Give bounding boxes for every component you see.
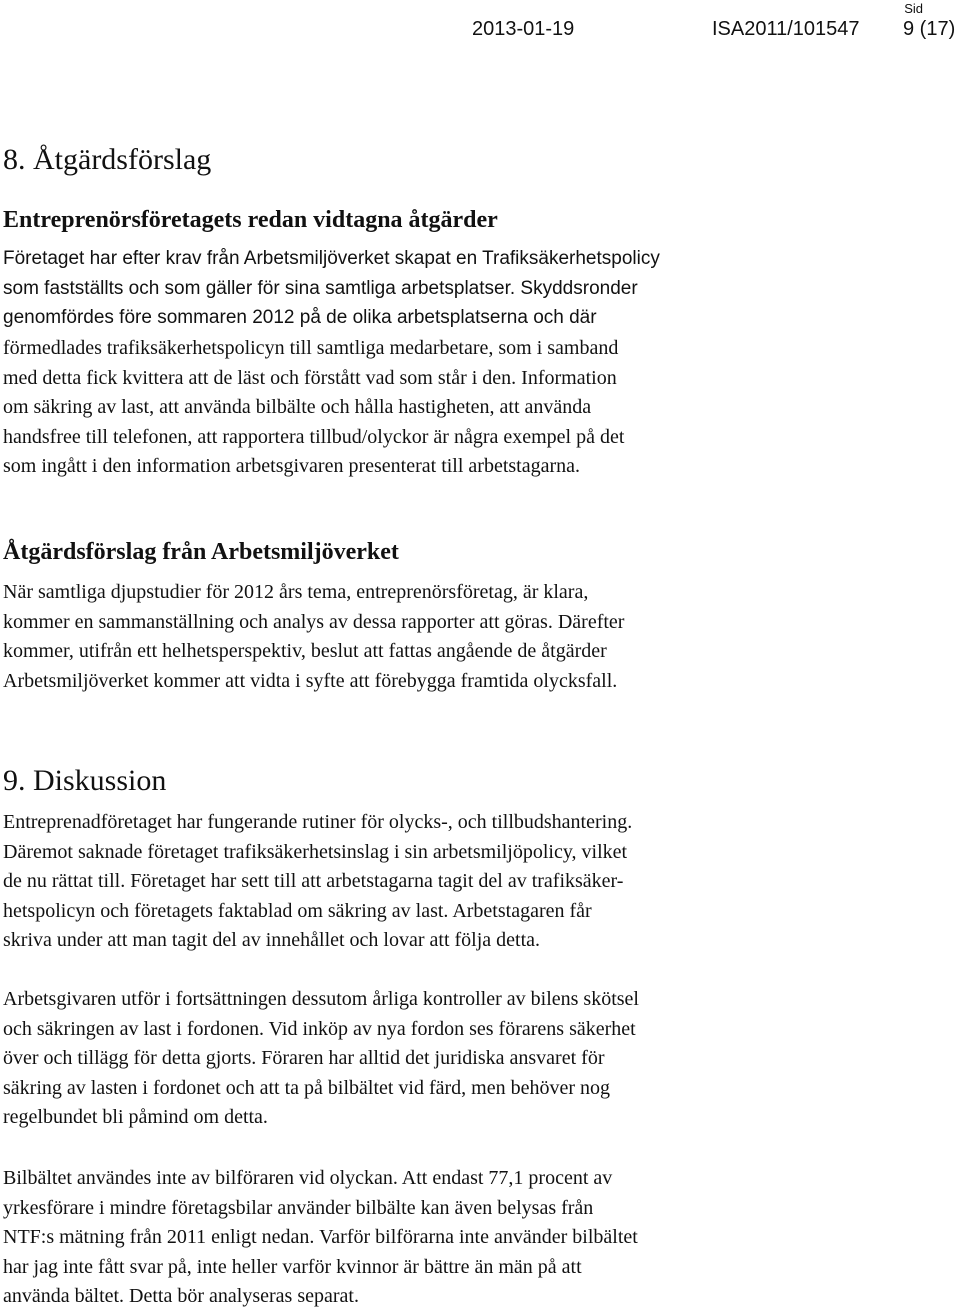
text-line: med detta fick kvittera att de läst och förstått vad som står i den. Information [3,366,617,389]
text-line: som fastställts och som gäller för sina samtliga arbetsplatser. Skyddsronder [3,277,638,299]
text-line: När samtliga djupstudier för 2012 års tema, entreprenörsföretag, är klara, [3,581,589,603]
text-line: Entreprenadföretaget har fungerande rutiner för olycks-, och tillbudshantering. [3,811,633,833]
text-line: säkring av lasten i fordonet och att ta på bilbältet vid färd, men behöver nog [3,1076,611,1099]
paragraph-discussion-2 [3,985,953,1133]
text-line: kommer en sammanställning och analys av dessa rapporter att göras. Därefter [3,610,625,633]
text-line: över och tillägg för detta gjorts. Föraren har alltid det juridiska ansvaret för [3,1047,605,1070]
text-line: skriva under att man tagit del av innehållet och lovar att följa detta. [3,929,541,952]
document-date: 2013-01-19 [472,18,575,40]
text-line: Däremot saknade företaget trafiksäkerhetsinslag i sin arbetsmiljöpolicy, vilket [3,840,628,863]
paragraph-proposals [3,578,953,696]
text-line: handsfree till telefonen, att rapportera tillbud/olyckor är några exempel på det [3,425,625,448]
paragraph-discussion-1 [3,808,953,956]
text-line: yrkesförare i mindre företagsbilar använder bilbälte kan även belysas från [3,1196,594,1219]
page-label: Sid [904,1,923,16]
text-line: de nu rättat till. Företaget har sett till att arbetstagarna tagit del av trafiksäker- [3,870,624,893]
text-line: Arbetsgivaren utför i fortsättningen dessutom årliga kontroller av bilens skötsel [3,988,639,1010]
page-header [0,0,960,60]
text-line: har jag inte fått svar på, inte heller varför kvinnor är bättre än män på att [3,1255,582,1278]
text-line: regelbundet bli påmind om detta. [3,1106,268,1129]
text-line: och säkringen av last i fordonen. Vid inköp av nya fordon ses förarens säkerhet [3,1017,636,1040]
text-line: Bilbältet användes inte av bilföraren vid olyckan. Att endast 77,1 procent av [3,1167,613,1189]
document-id: ISA2011/101547 [712,18,860,40]
text-line: som ingått i den information arbetsgivaren presenterat till arbetstagarna. [3,455,581,478]
paragraph-taken-measures-part1 [3,244,953,333]
paragraph-taken-measures-part2 [3,334,953,482]
text-line: hetspolicyn och företagets faktablad om säkring av last. Arbetstagaren får [3,899,592,922]
section-8-subheading-proposals: Åtgärdsförslag från Arbetsmiljöverket [3,539,399,565]
text-line: förmedlades trafiksäkerhetspolicyn till samtliga medarbetare, som i samband [3,337,619,359]
section-9-heading: 9. Diskussion [3,764,167,797]
paragraph-discussion-3 [3,1164,953,1312]
text-line: genomfördes före sommaren 2012 på de olika arbetsplatserna och där [3,307,597,329]
page-number: 9 (17) [903,18,956,40]
text-line: kommer, utifrån ett helhetsperspektiv, beslut att fattas angående de åtgärder [3,640,607,663]
text-line: om säkring av last, att använda bilbälte och hålla hastigheten, att använda [3,396,592,419]
section-8-heading: 8. Åtgärdsförslag [3,143,212,176]
text-line: Arbetsmiljöverket kommer att vidta i syfte att förebygga framtida olycksfall. [3,669,618,692]
text-line: Företaget har efter krav från Arbetsmiljöverket skapat en Trafiksäkerhetspolicy [3,248,660,269]
text-line: använda bältet. Detta bör analyseras separat. [3,1285,359,1308]
section-8-subheading-taken-measures: Entreprenörsföretagets redan vidtagna åtgärder [3,207,498,233]
text-line: NTF:s mätning från 2011 enligt nedan. Varför bilförarna inte använder bilbältet [3,1226,638,1249]
